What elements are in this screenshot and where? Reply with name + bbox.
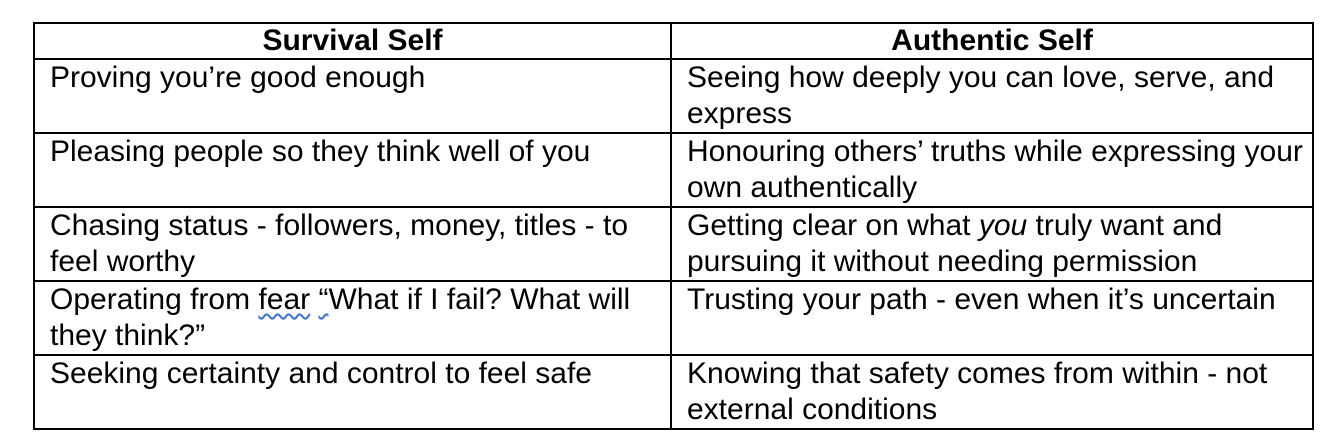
authentic-cell: Trusting your path - even when it’s uncertain xyxy=(671,281,1313,355)
survival-cell: Chasing status - followers, money, titles - to feel worthy xyxy=(34,207,671,281)
table-row xyxy=(34,281,1313,355)
authentic-text-start: Getting clear on what xyxy=(687,209,979,242)
authentic-cell: Honouring others’ truths while expressing your own authentically xyxy=(671,133,1313,207)
grammar-flag-word[interactable]: fear xyxy=(258,283,311,316)
survival-text-end: What if I fail? What will they think?” xyxy=(50,283,631,352)
header-authentic-self: Authentic Self xyxy=(671,23,1313,59)
emphasized-word: you xyxy=(978,209,1028,242)
authentic-text-end: truly want and pursuing it without needing permission xyxy=(687,209,1223,278)
authentic-cell xyxy=(671,207,1313,281)
header-survival-self: Survival Self xyxy=(34,23,671,59)
survival-cell: Pleasing people so they think well of you xyxy=(34,133,671,207)
table-row xyxy=(34,207,1313,281)
grammar-flag-quote[interactable]: “ xyxy=(318,283,329,316)
table-row xyxy=(34,59,1313,133)
survival-text-start: Operating from xyxy=(50,283,259,316)
authentic-cell: Seeing how deeply you can love, serve, and express xyxy=(671,59,1313,133)
header-row xyxy=(34,23,1313,59)
survival-cell xyxy=(34,281,671,355)
survival-cell: Proving you’re good enough xyxy=(34,59,671,133)
comparison-table xyxy=(33,22,1314,430)
authentic-cell: Knowing that safety comes from within - not external conditions xyxy=(671,355,1313,429)
survival-cell: Seeking certainty and control to feel safe xyxy=(34,355,671,429)
table-row xyxy=(34,355,1313,429)
table-row xyxy=(34,133,1313,207)
